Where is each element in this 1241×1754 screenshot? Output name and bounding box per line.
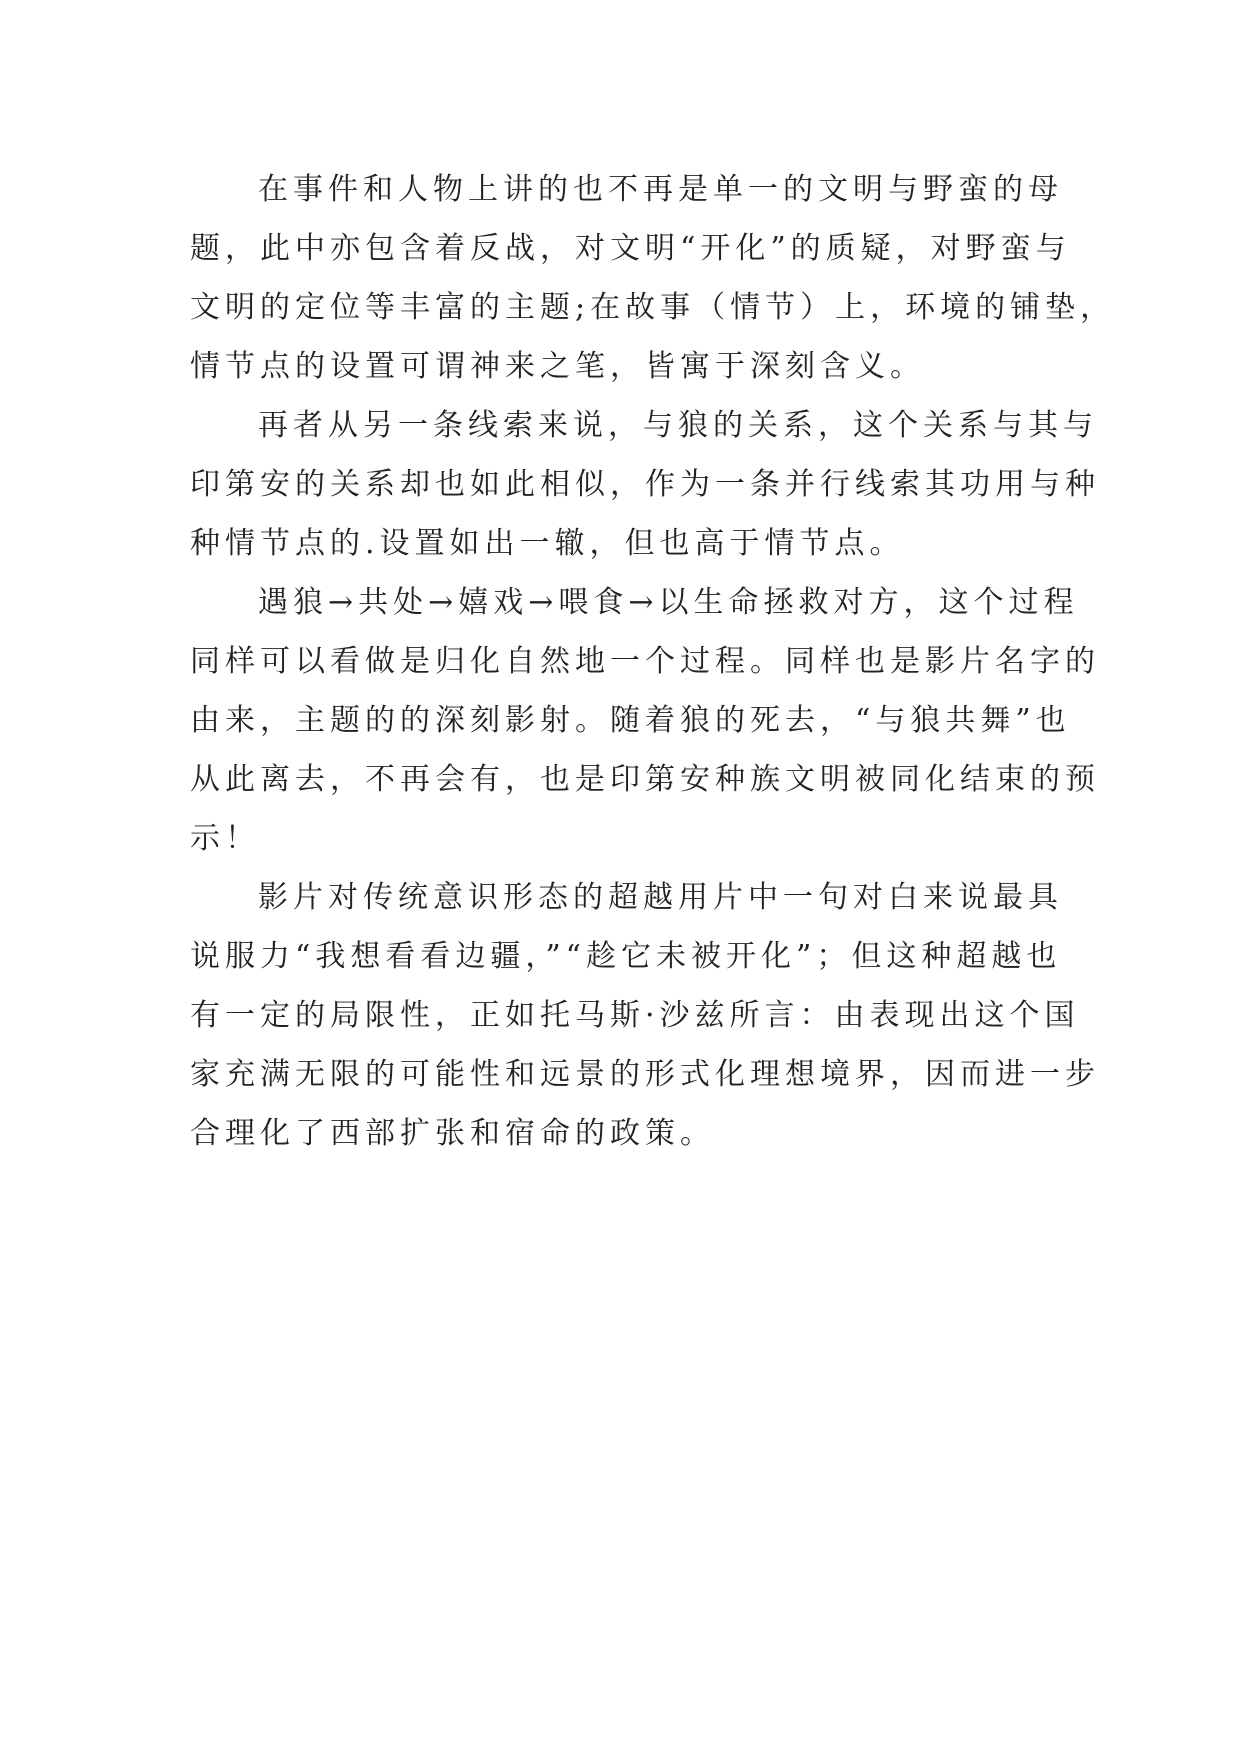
- paragraph-1: [190, 160, 1116, 396]
- text-line: 有一定的局限性，正如托马斯·沙兹所言：由表现出这个国: [190, 998, 1080, 1033]
- text-line: 由来，主题的的深刻影射。随着狼的死去，“与狼共舞”也: [190, 703, 1071, 738]
- text-line: 说服力“我想看看边疆，”“趁它未被开化”；但这种超越也: [190, 939, 1062, 974]
- text-line: 印第安的关系却也如此相似，作为一条并行线索其功用与种: [190, 467, 1100, 502]
- text-line: 题，此中亦包含着反战，对文明“开化”的质疑，对野蛮与: [190, 231, 1071, 266]
- text-line: 种情节点的.设置如出一辙，但也高于情节点。: [190, 526, 905, 561]
- text-line: 示！: [190, 821, 260, 856]
- text-line: 影片对传统意识形态的超越用片中一句对白来说最具: [258, 880, 1063, 915]
- text-line: 再者从另一条线索来说，与狼的关系，这个关系与其与: [258, 408, 1098, 443]
- paragraph-2: [190, 396, 1100, 573]
- text-line: 同样可以看做是归化自然地一个过程。同样也是影片名字的: [190, 644, 1100, 679]
- text-line: 情节点的设置可谓神来之笔，皆寓于深刻含义。: [190, 349, 925, 384]
- text-line: 遇狼→共处→嬉戏→喂食→以生命拯救对方，这个过程: [258, 585, 1079, 620]
- text-line: 文明的定位等丰富的主题;在故事（情节）上，环境的铺垫，: [190, 290, 1116, 325]
- paragraph-4: [190, 868, 1100, 1163]
- text-line: 合理化了西部扩张和宿命的政策。: [190, 1116, 715, 1151]
- paragraph-3: [190, 573, 1100, 868]
- text-line: 从此离去，不再会有，也是印第安种族文明被同化结束的预: [190, 762, 1100, 797]
- text-line: 在事件和人物上讲的也不再是单一的文明与野蛮的母: [258, 172, 1063, 207]
- document-body: [190, 160, 1116, 1163]
- text-line: 家充满无限的可能性和远景的形式化理想境界，因而进一步: [190, 1057, 1100, 1092]
